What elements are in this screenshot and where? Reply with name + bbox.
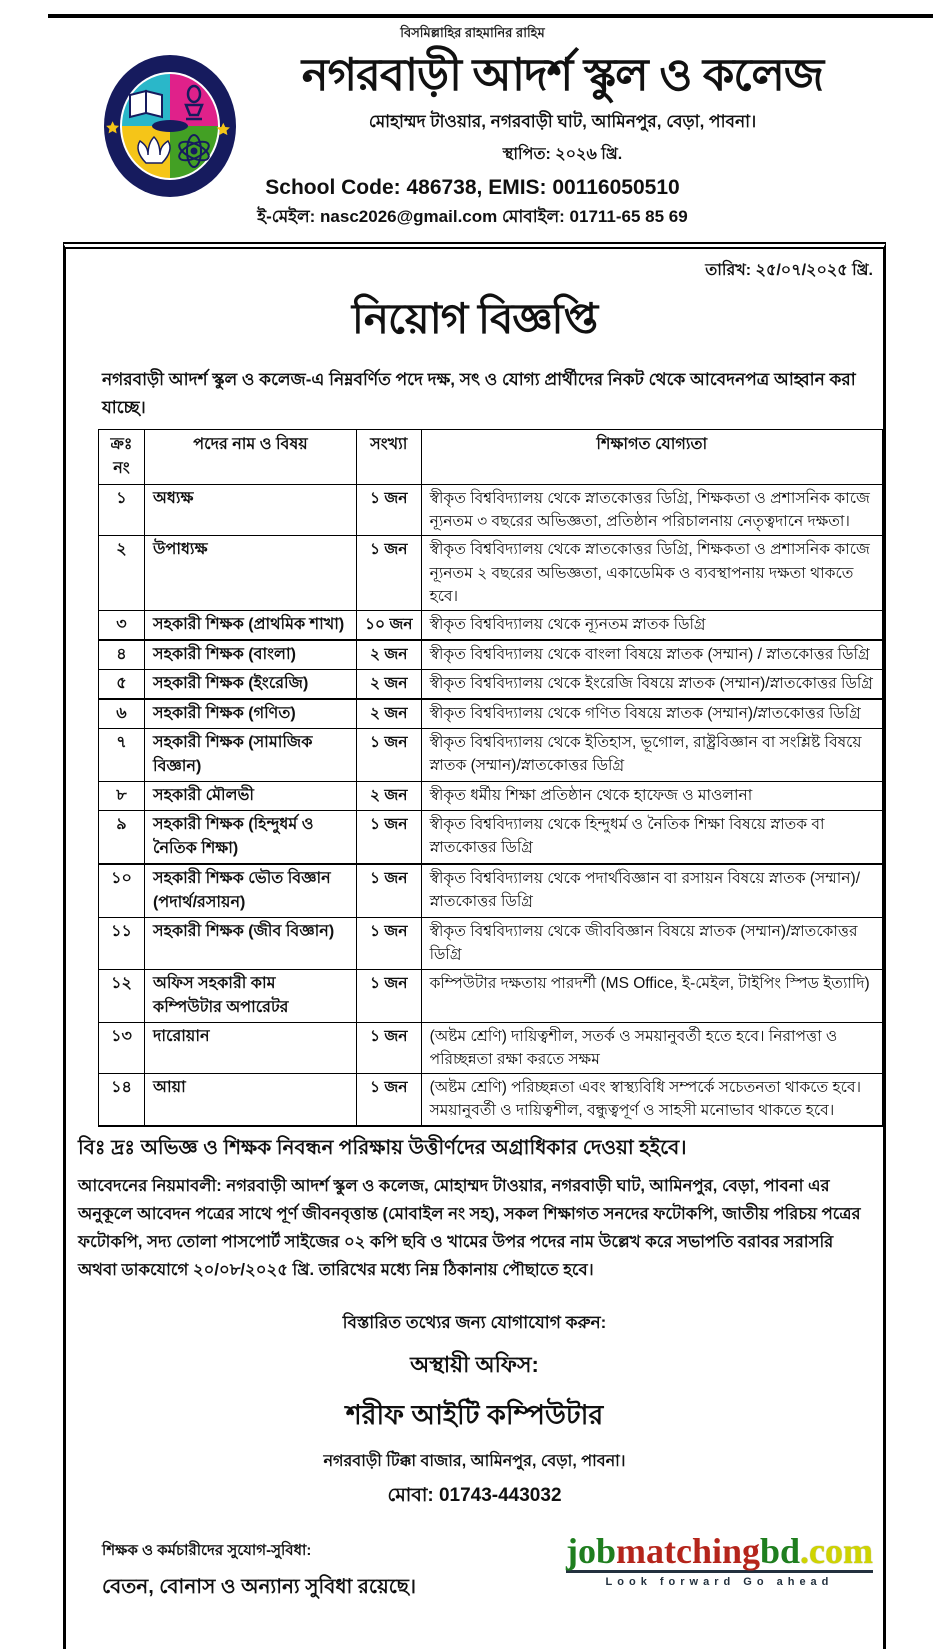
bottom-row	[66, 1530, 883, 1649]
benefits-label: শিক্ষক ও কর্মচারীদের সুযোগ-সুবিধা:	[102, 1541, 312, 1559]
cell-position: সহকারী শিক্ষক (বাংলা)	[145, 640, 357, 670]
cell-count: ১ জন	[357, 484, 422, 536]
rules-body: নগরবাড়ী আদর্শ স্কুল ও কলেজ, মোহাম্মদ টাওয়ার, নগরবাড়ী ঘাট, আমিনপুর, বেড়া, পাবনা এর অনুকূলে আবেদন পত্রের সাথে পূর্ণ জীবনবৃত্তান্ত (মোবাইল নং সহ), সকল শিক্ষাগত সনদের ফটোকপি, জাতীয় পরিচয় পত্রের ফটোকপি, সদ্য তোলা পাসপোর্ট সাইজের ০২ কপি ছবি ও খামের উপর পদের নাম উল্লেখ করে সভাপতি বরাবর সরাসরি অথবা ডাকযোগে ২০/০৮/২০২৫ খ্রি. তারিখের মধ্যে নিম্ন ঠিকানায় পৌছাতে হবে।	[78, 1176, 861, 1279]
cell-position: দারোয়ান	[145, 1022, 357, 1074]
school-logo	[100, 51, 240, 201]
brand-matching: matching	[615, 1530, 760, 1571]
jobmatchingbd-wordmark	[565, 1530, 873, 1573]
school-address: মোহাম্মদ টাওয়ার, নগরবাড়ী ঘাট, আমিনপুর, বেড়া, পাবনা।	[368, 111, 757, 131]
table-row	[99, 611, 883, 641]
benefits-text: বেতন, বোনাস ও অন্যান্য সুবিধা রয়েছে।	[102, 1575, 417, 1598]
col-header-position: পদের নাম ও বিষয়	[145, 429, 357, 484]
cell-position: সহকারী শিক্ষক (ইংরেজি)	[145, 670, 357, 700]
cell-count: ১ জন	[357, 864, 422, 918]
cell-count: ১০ জন	[357, 611, 422, 641]
cell-position: অফিস সহকারী কাম কম্পিউটার অপারেটর	[145, 969, 357, 1022]
table-row	[99, 670, 883, 700]
table-header-row	[99, 429, 883, 484]
cell-count: ১ জন	[357, 1022, 422, 1074]
cell-qualification: স্বীকৃত ধর্মীয় শিক্ষা প্রতিষ্ঠান থেকে হাফেজ ও মাওলানা	[421, 782, 882, 811]
table-row	[99, 782, 883, 811]
table-row	[99, 918, 883, 970]
school-emblem-icon	[100, 51, 240, 201]
cell-count: ২ জন	[357, 699, 422, 729]
cell-qualification: স্বীকৃত বিশ্ববিদ্যালয় থেকে স্নাতকোত্তর ডিগ্রি, শিক্ষকতা ও প্রশাসনিক কাজে ন্যূনতম ২ বছরের অভিজ্ঞতা, একাডেমিক ও ব্যবস্থাপনায় দক্ষতা থাকতে হবে।	[421, 536, 882, 611]
brand-tagline: Look forward Go ahead	[605, 1575, 834, 1588]
rules-label: আবেদনের নিয়মাবলী:	[78, 1176, 222, 1195]
table-row	[99, 1074, 883, 1126]
col-header-serial: ক্রঃ নং	[99, 429, 145, 484]
notice-date: তারিখ: ২৫/০৭/২০২৫ খ্রি.	[705, 261, 873, 279]
table-row	[99, 864, 883, 918]
cell-count: ২ জন	[357, 670, 422, 700]
cell-serial: ৪	[99, 640, 145, 670]
cell-qualification: কম্পিউটার দক্ষতায় পারদর্শী (MS Office, ই-মেইল, টাইপিং স্পিড ইত্যাদি)	[421, 969, 882, 1022]
cell-count: ২ জন	[357, 640, 422, 670]
cell-qualification: স্বীকৃত বিশ্ববিদ্যালয় থেকে ইংরেজি বিষয়ে স্নাতক (সম্মান)/স্নাতকোত্তর ডিগ্রি	[421, 670, 882, 700]
cell-qualification: স্বীকৃত বিশ্ববিদ্যালয় থেকে হিন্দুধর্ম ও নৈতিক শিক্ষা বিষয়ে স্নাতক বা স্নাতকোত্তর ডিগ্রি	[421, 811, 882, 865]
cell-count: ১ জন	[357, 969, 422, 1022]
nb-note: বিঃ দ্রঃ অভিজ্ঞ ও শিক্ষক নিবন্ধন পরিক্ষায় উত্তীর্ণদের অগ্রাধিকার দেওয়া হইবে।	[78, 1136, 687, 1159]
cell-qualification: স্বীকৃত বিশ্ববিদ্যালয় থেকে পদার্থবিজ্ঞান বা রসায়ন বিষয়ে স্নাতক (সম্মান)/স্নাতকোত্তর ডিগ্রি	[421, 864, 882, 918]
table-row	[99, 536, 883, 611]
cell-position: সহকারী মৌলভী	[145, 782, 357, 811]
cell-count: ২ জন	[357, 782, 422, 811]
cell-serial: ১২	[99, 969, 145, 1022]
it-shop-name: শরীফ আইটি কম্পিউটার	[345, 1399, 604, 1430]
jobmatchingbd-logo	[565, 1530, 873, 1588]
table-row	[99, 969, 883, 1022]
cell-qualification: স্বীকৃত বিশ্ববিদ্যালয় থেকে ইতিহাস, ভূগোল, রাষ্ট্রবিজ্ঞান বা সংশ্লিষ্ট বিষয়ে স্নাতক (সম্মান)/স্নাতকোত্তর ডিগ্রি	[421, 729, 882, 782]
school-name: নগরবাড়ী আদর্শ স্কুল ও কলেজ	[301, 49, 824, 100]
cell-serial: ৬	[99, 699, 145, 729]
cell-position: সহকারী শিক্ষক ভৌত বিজ্ঞান (পদার্থ/রসায়ন)	[145, 864, 357, 918]
application-rules	[78, 1172, 867, 1284]
cell-serial: ৮	[99, 782, 145, 811]
cell-serial: ১০	[99, 864, 145, 918]
cell-position: সহকারী শিক্ষক (প্রাথমিক শাখা)	[145, 611, 357, 641]
cell-position: সহকারী শিক্ষক (হিন্দুধর্ম ও নৈতিক শিক্ষা)	[145, 811, 357, 865]
scan-edge-line	[48, 14, 933, 18]
cell-qualification: স্বীকৃত বিশ্ববিদ্যালয় থেকে ন্যূনতম স্নাতক ডিগ্রি	[421, 611, 882, 641]
cell-serial: ৫	[99, 670, 145, 700]
cell-serial: ১	[99, 484, 145, 536]
table-row	[99, 484, 883, 536]
email-mobile-line: ই-মেইল: nasc2026@gmail.com মোবাইল: 01711-65 85 69	[257, 206, 688, 226]
brand-com: .com	[800, 1530, 873, 1571]
positions-tbody	[99, 484, 883, 1125]
cell-serial: ১১	[99, 918, 145, 970]
cell-position: অধ্যক্ষ	[145, 484, 357, 536]
cell-serial: ২	[99, 536, 145, 611]
table-row	[99, 811, 883, 865]
cell-qualification: স্বীকৃত বিশ্ববিদ্যালয় থেকে বাংলা বিষয়ে স্নাতক (সম্মান) / স্নাতকোত্তর ডিগ্রি	[421, 640, 882, 670]
contact-heading: বিস্তারিত তথ্যের জন্য যোগাযোগ করুন:	[342, 1312, 607, 1332]
school-code-line: School Code: 486738, EMIS: 00116050510	[265, 175, 680, 199]
cell-count: ১ জন	[357, 536, 422, 611]
brand-bd: bd	[759, 1530, 801, 1571]
notice-intro: নগরবাড়ী আদর্শ স্কুল ও কলেজ-এ নিম্নবর্ণিত পদে দক্ষ, সৎ ও যোগ্য প্রার্থীদের নিকট থেকে আবেদনপত্র আহ্বান করা যাচ্ছে।	[102, 369, 856, 417]
positions-table	[98, 429, 883, 1127]
cell-serial: ৭	[99, 729, 145, 782]
cell-position: সহকারী শিক্ষক (গণিত)	[145, 699, 357, 729]
it-shop-address: নগরবাড়ী টিক্কা বাজার, আমিনপুর, বেড়া, পাবনা।	[323, 1452, 626, 1470]
temporary-office-label: অস্থায়ী অফিস:	[410, 1351, 539, 1377]
col-header-qualification: শিক্ষাগত যোগ্যতা	[421, 429, 882, 484]
table-row	[99, 640, 883, 670]
notice-border-box	[63, 242, 886, 1649]
col-header-count: সংখ্যা	[357, 429, 422, 484]
cell-qualification: স্বীকৃত বিশ্ববিদ্যালয় থেকে গণিত বিষয়ে স্নাতক (সম্মান)/স্নাতকোত্তর ডিগ্রি	[421, 699, 882, 729]
cell-serial: ১৪	[99, 1074, 145, 1126]
bismillah-text: বিসমিল্লাহির রাহমানির রাহিম	[400, 25, 545, 40]
cell-position: আয়া	[145, 1074, 357, 1126]
cell-qualification: স্বীকৃত বিশ্ববিদ্যালয় থেকে জীববিজ্ঞান বিষয়ে স্নাতক (সম্মান)/স্নাতকোত্তর ডিগ্রি	[421, 918, 882, 970]
letterhead	[0, 49, 945, 232]
cell-count: ১ জন	[357, 1074, 422, 1126]
cell-qualification: (অষ্টম শ্রেণি) দায়িত্বশীল, সতর্ক ও সময়ানুবর্তী হতে হবে। নিরাপত্তা ও পরিচ্ছন্নতা রক্ষা করতে সক্ষম	[421, 1022, 882, 1074]
cell-qualification: স্বীকৃত বিশ্ববিদ্যালয় থেকে স্নাতকোত্তর ডিগ্রি, শিক্ষকতা ও প্রশাসনিক কাজে ন্যূনতম ৩ বছরের অভিজ্ঞতা, প্রতিষ্ঠান পরিচালনায় নেতৃত্বদানে দক্ষতা।	[421, 484, 882, 536]
brand-job: job	[565, 1530, 616, 1571]
established-line: স্থাপিত: ২০২৬ খ্রি.	[502, 145, 623, 163]
cell-count: ১ জন	[357, 811, 422, 865]
cell-position: সহকারী শিক্ষক (সামাজিক বিজ্ঞান)	[145, 729, 357, 782]
table-row	[99, 699, 883, 729]
cell-serial: ১৩	[99, 1022, 145, 1074]
cell-serial: ৯	[99, 811, 145, 865]
cell-serial: ৩	[99, 611, 145, 641]
notice-title: নিয়োগ বিজ্ঞপ্তি	[351, 294, 598, 342]
table-row	[99, 1022, 883, 1074]
table-row	[99, 729, 883, 782]
cell-count: ১ জন	[357, 729, 422, 782]
cell-position: উপাধ্যক্ষ	[145, 536, 357, 611]
contact-mobile: মোবা: 01743-443032	[387, 1484, 562, 1506]
cell-count: ১ জন	[357, 918, 422, 970]
contact-block	[66, 1310, 883, 1513]
cell-position: সহকারী শিক্ষক (জীব বিজ্ঞান)	[145, 918, 357, 970]
cell-qualification: (অষ্টম শ্রেণি) পরিচ্ছন্নতা এবং স্বাস্থ্যবিধি সম্পর্কে সচেতনতা থাকতে হবে। সময়ানুবর্তী ও দায়িত্বশীল, বন্ধুত্বপূর্ণ ও সাহসী মনোভাব থাকতে হবে।	[421, 1074, 882, 1126]
